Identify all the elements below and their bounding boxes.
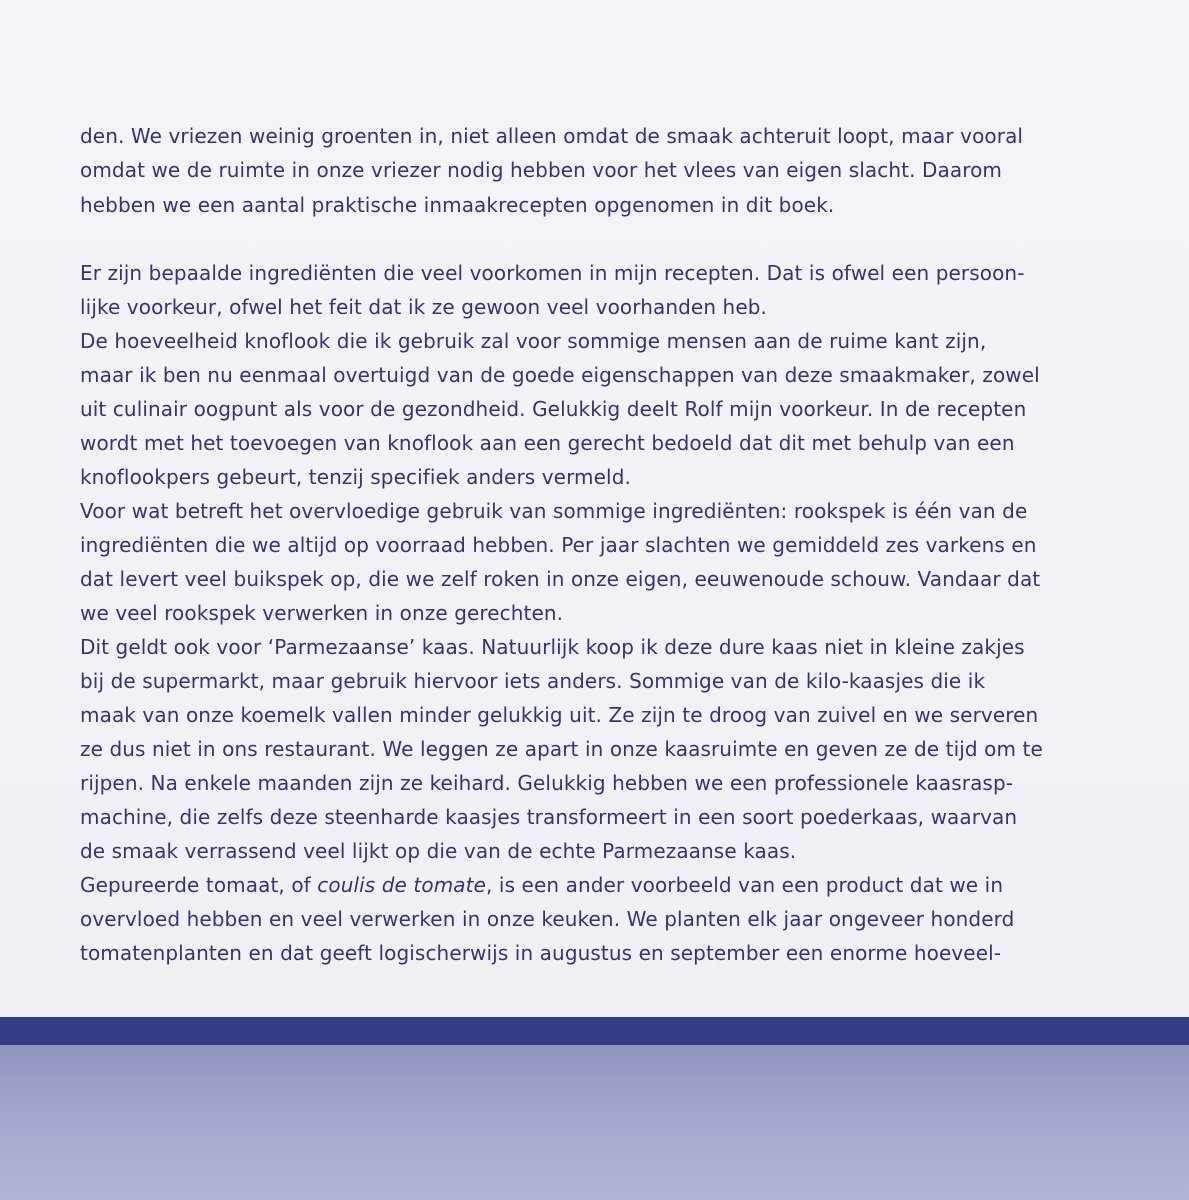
footer-band-dark: [0, 1017, 1189, 1045]
text-line: machine, die zelfs deze steenharde kaasjes transformeert in een soort poederkaas, waarvan: [80, 805, 1018, 829]
text-line: we veel rookspek verwerken in onze gerechten.: [80, 601, 564, 625]
text-line: Er zijn bepaalde ingrediënten die veel voorkomen in mijn recepten. Dat is ofwel een persoon-: [80, 261, 1025, 285]
text-line: den. We vriezen weinig groenten in, niet alleen omdat de smaak achteruit loopt, maar vooral: [80, 124, 1024, 148]
text-line: knoflookpers gebeurt, tenzij specifiek anders vermeld.: [80, 465, 631, 489]
text-line: wordt met het toevoegen van knoflook aan een gerecht bedoeld dat dit met behulp van een: [80, 431, 1015, 455]
text-line: ze dus niet in ons restaurant. We leggen ze apart in onze kaasruimte en geven ze de tijd om te: [80, 737, 1043, 761]
text-fragment: Gepureerde tomaat, of: [80, 873, 318, 897]
text-line: omdat we de ruimte in onze vriezer nodig hebben voor het vlees van eigen slacht. Daarom: [80, 158, 1003, 182]
text-line: overvloed hebben en veel verwerken in onze keuken. We planten elk jaar ongeveer honderd: [80, 907, 1015, 931]
footer-band-light: [0, 1045, 1189, 1200]
text-line: Voor wat betreft het overvloedige gebruik van sommige ingrediënten: rookspek is één van de: [80, 499, 1028, 523]
text-line: maar ik ben nu eenmaal overtuigd van de goede eigenschappen van deze smaakmaker, zowel: [80, 363, 1040, 387]
text-line: de smaak verrassend veel lijkt op die van de echte Parmezaanse kaas.: [80, 839, 797, 863]
italic-term: coulis de tomate: [317, 873, 486, 897]
text-line: Dit geldt ook voor ‘Parmezaanse’ kaas. Natuurlijk koop ik deze dure kaas niet in kleine zakjes: [80, 635, 1025, 659]
text-line: uit culinair oogpunt als voor de gezondheid. Gelukkig deelt Rolf mijn voorkeur. In de recepten: [80, 397, 1027, 421]
text-line: ingrediënten die we altijd op voorraad hebben. Per jaar slachten we gemiddeld zes varkens en: [80, 533, 1037, 557]
text-line: tomatenplanten en dat geeft logischerwijs in augustus en september een enorme hoeveel-: [80, 941, 1002, 965]
text-line: rijpen. Na enkele maanden zijn ze keihard. Gelukkig hebben we een professionele kaasrasp-: [80, 771, 1014, 795]
text-line: maak van onze koemelk vallen minder gelukkig uit. Ze zijn te droog van zuivel en we serveren: [80, 703, 1039, 727]
text-line: dat levert veel buikspek op, die we zelf roken in onze eigen, eeuwenoude schouw. Vandaar dat: [80, 567, 1041, 591]
text-line: De hoeveelheid knoflook die ik gebruik zal voor sommige mensen aan de ruime kant zijn,: [80, 329, 987, 353]
text-line: lijke voorkeur, ofwel het feit dat ik ze gewoon veel voorhanden heb.: [80, 295, 767, 319]
text-fragment: , is een ander voorbeeld van een product dat we in: [486, 873, 1004, 897]
text-line: hebben we een aantal praktische inmaakrecepten opgenomen in dit boek.: [80, 193, 835, 217]
text-line: [80, 872, 1003, 898]
text-line: bij de supermarkt, maar gebruik hiervoor iets anders. Sommige van de kilo-kaasjes die ik: [80, 669, 986, 693]
